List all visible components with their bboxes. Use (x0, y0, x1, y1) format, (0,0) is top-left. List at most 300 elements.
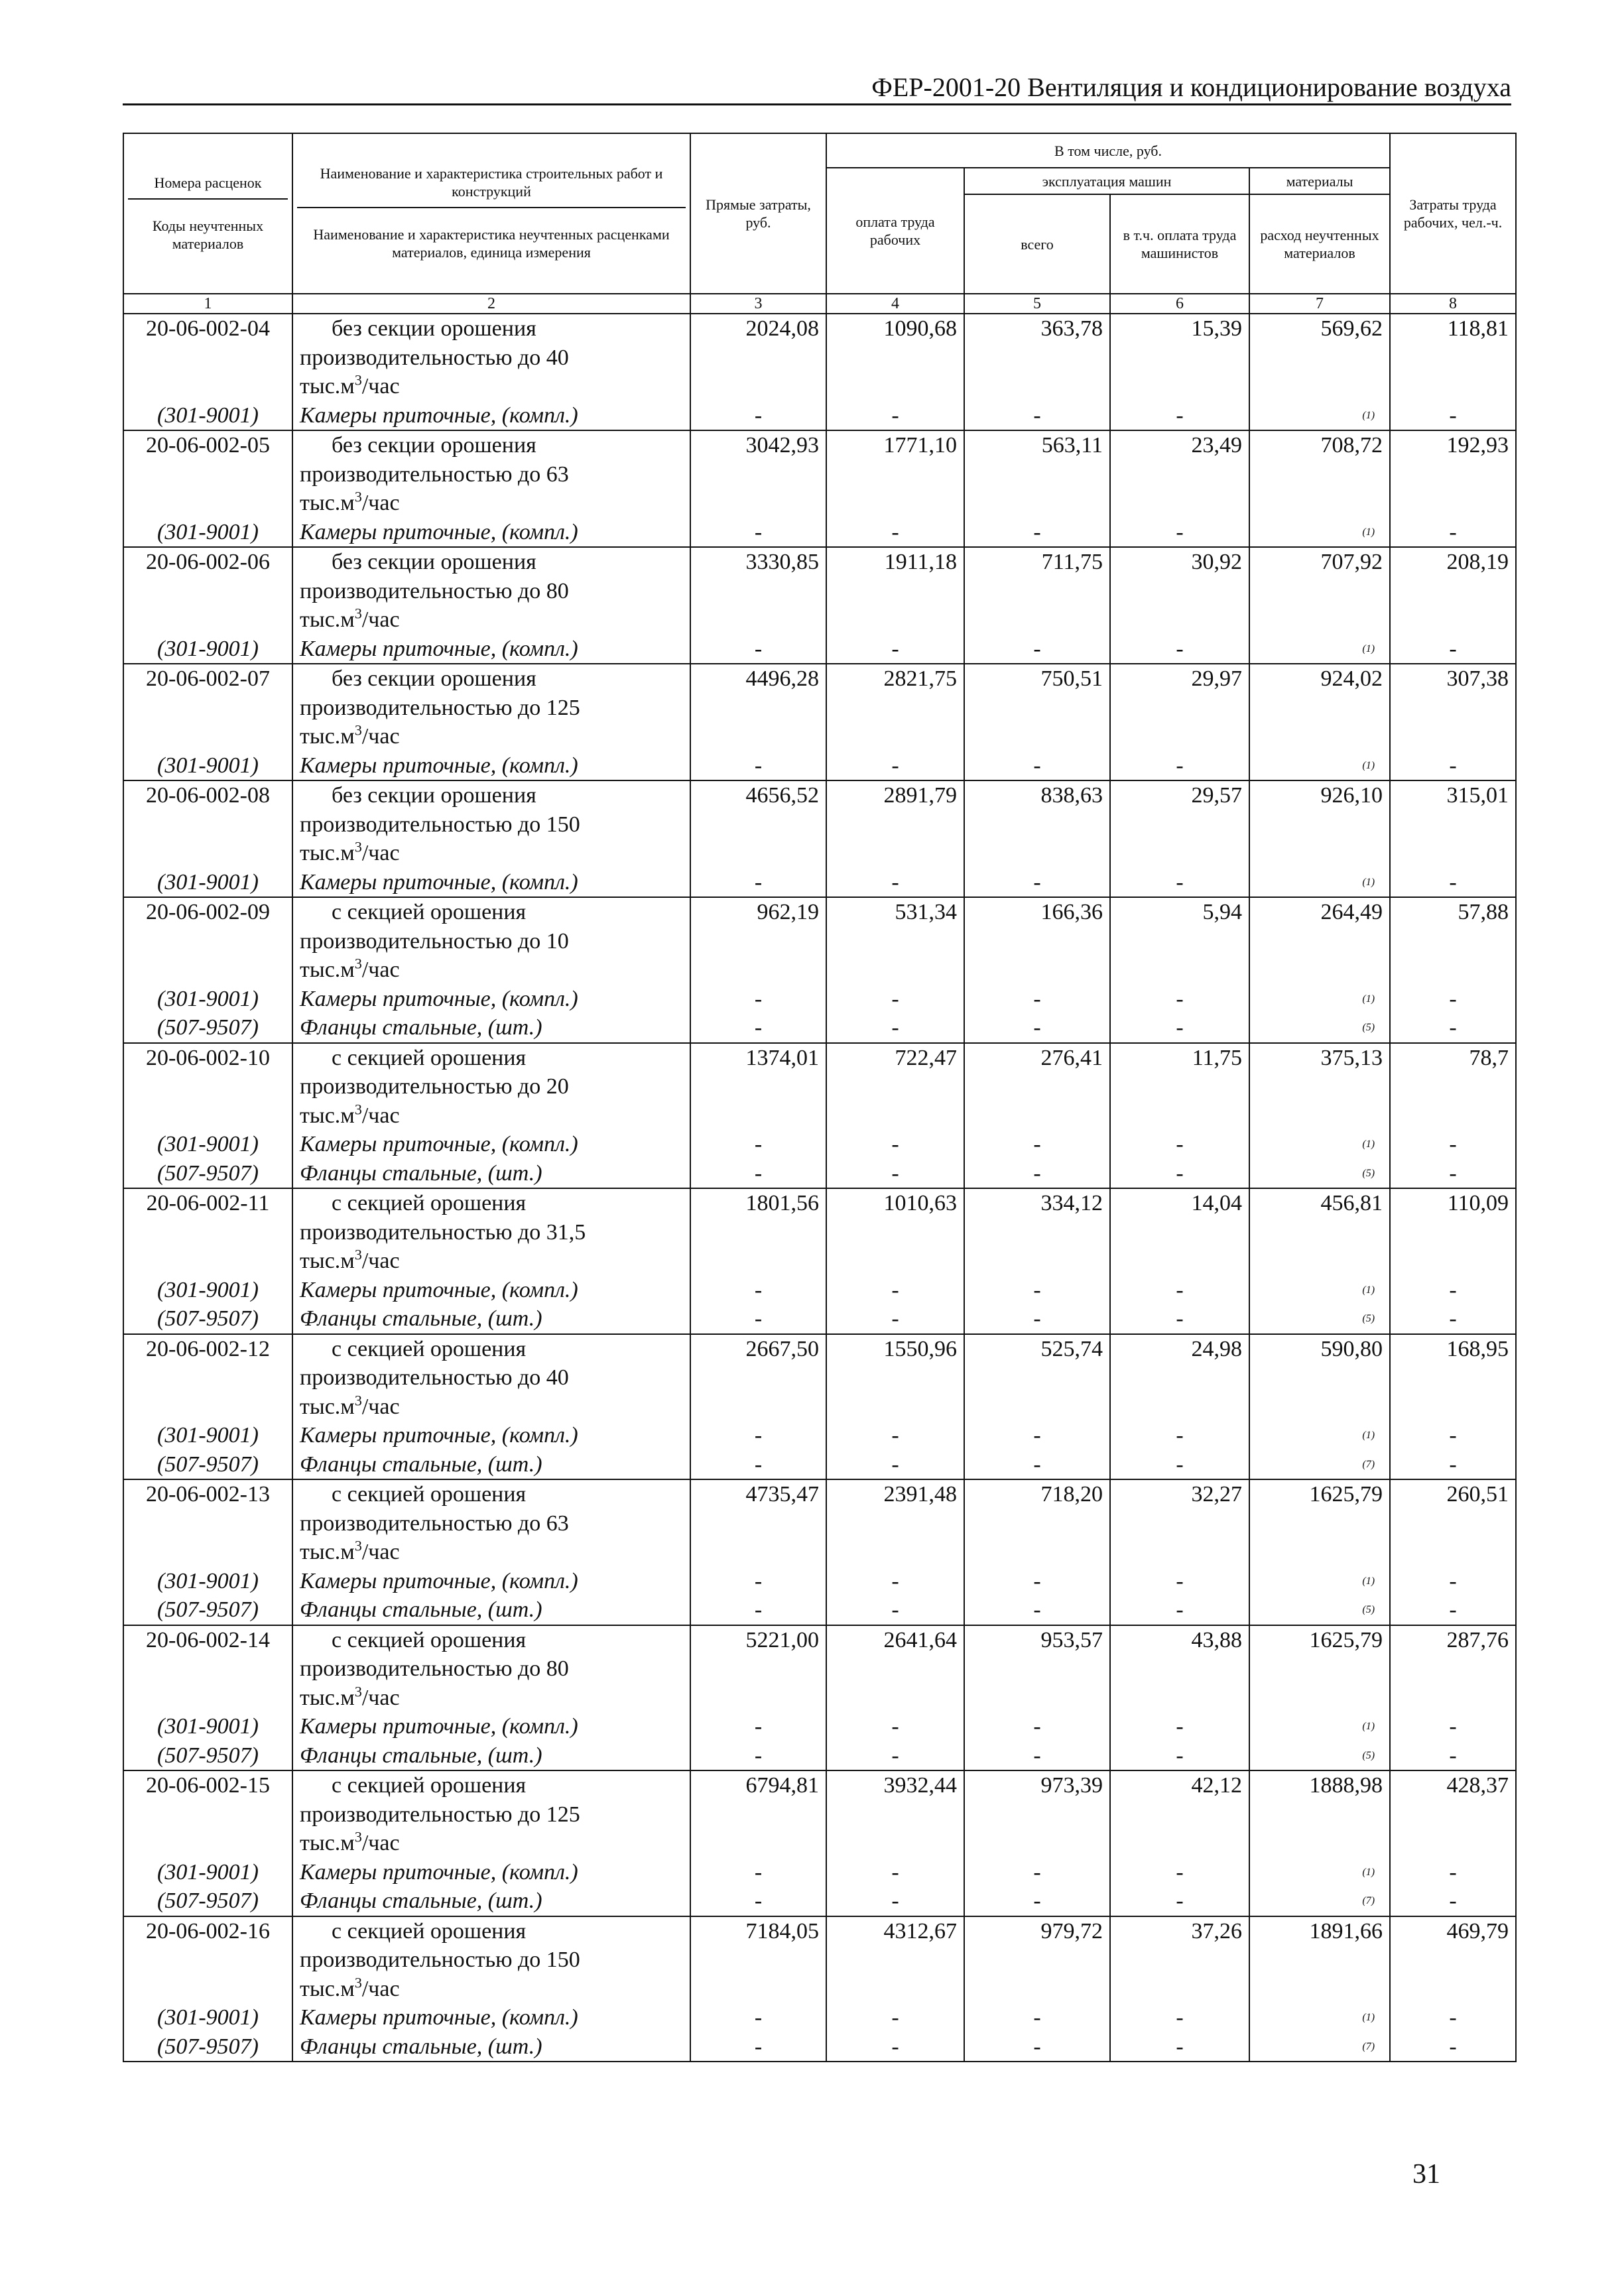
material-name: Камеры приточные, (компл.) (292, 2003, 690, 2032)
material-row (123, 1159, 1516, 1189)
labor-hours: 469,79 (1390, 1916, 1516, 2004)
labor-hours: 315,01 (1390, 780, 1516, 868)
material-code: (507-9507) (123, 1887, 292, 1916)
rate-name-line: без секции орошения (332, 316, 536, 341)
col-number: 3 (690, 294, 826, 314)
material-name: Камеры приточные, (компл.) (292, 1858, 690, 1887)
rate-code: 20-06-002-09 (123, 897, 292, 985)
dash-cell: - (1110, 401, 1249, 431)
rate-name-line: производительностью до 125 (300, 695, 580, 720)
machine-cost: 334,12 (964, 1188, 1110, 1276)
col-number: 6 (1110, 294, 1249, 314)
dash-cell: - (826, 1276, 964, 1305)
rate-name-line: производительностью до 125 (300, 1802, 580, 1827)
dash-cell: - (964, 1595, 1110, 1625)
rate-unit-tail: /час (361, 958, 400, 982)
material-row (123, 401, 1516, 431)
material-quantity: (5) (1249, 1013, 1390, 1043)
dash-cell: - (690, 1887, 826, 1916)
direct-cost: 962,19 (690, 897, 826, 985)
dash-cell: - (1110, 2032, 1249, 2062)
rate-unit-tail: /час (361, 374, 400, 399)
material-name: Камеры приточные, (компл.) (292, 985, 690, 1014)
dash-cell: - (826, 1712, 964, 1741)
material-quantity: (1) (1249, 1276, 1390, 1305)
dash-cell: - (1390, 1130, 1516, 1159)
rate-unit: тыс.м (300, 841, 355, 865)
material-code: (301-9001) (123, 1130, 292, 1159)
machine-cost: 718,20 (964, 1479, 1110, 1567)
rate-name-line: производительностью до 40 (300, 345, 569, 370)
material-name: Камеры приточные, (компл.) (292, 1712, 690, 1741)
rate-name (292, 664, 690, 751)
material-row (123, 518, 1516, 548)
rate-entry (123, 1334, 1516, 1480)
material-code: (301-9001) (123, 1858, 292, 1887)
material-name: Камеры приточные, (компл.) (292, 518, 690, 548)
labor-cost: 1771,10 (826, 430, 964, 518)
dash-cell: - (690, 985, 826, 1014)
labor-hours: 168,95 (1390, 1334, 1516, 1422)
material-code: (301-9001) (123, 518, 292, 548)
col-work-name-label: Наименование и характеристика строительных работ и конструкций (297, 159, 686, 208)
dash-cell: - (1390, 1421, 1516, 1450)
material-name: Фланцы стальные, (шт.) (292, 1450, 690, 1480)
labor-cost: 4312,67 (826, 1916, 964, 2004)
material-quantity: (1) (1249, 868, 1390, 898)
rate-code: 20-06-002-11 (123, 1188, 292, 1276)
rate-unit: тыс.м (300, 1103, 355, 1128)
labor-cost: 2391,48 (826, 1479, 964, 1567)
col-number: 5 (964, 294, 1110, 314)
dash-cell: - (690, 1304, 826, 1334)
rate-unit: тыс.м (300, 1394, 355, 1419)
machine-cost: 973,39 (964, 1770, 1110, 1858)
labor-hours: 208,19 (1390, 547, 1516, 635)
material-quantity: (1) (1249, 635, 1390, 664)
machine-labor-cost: 29,97 (1110, 664, 1249, 751)
material-code: (301-9001) (123, 401, 292, 431)
direct-cost: 5221,00 (690, 1625, 826, 1713)
labor-cost: 1090,68 (826, 314, 964, 401)
materials-cost: 1625,79 (1249, 1479, 1390, 1567)
rate-unit-tail: /час (361, 841, 400, 865)
rate-unit: тыс.м (300, 1249, 355, 1273)
rate-name (292, 1479, 690, 1567)
dash-cell: - (1390, 2032, 1516, 2062)
column-numbers-row (123, 294, 1516, 314)
direct-cost: 2667,50 (690, 1334, 826, 1422)
unit-exponent: 3 (354, 721, 362, 739)
dash-cell: - (964, 1159, 1110, 1189)
rate-name-line: производительностью до 80 (300, 1656, 569, 1681)
material-quantity: (1) (1249, 1858, 1390, 1887)
rate-row (123, 1334, 1516, 1422)
rate-row (123, 1479, 1516, 1567)
material-quantity: (1) (1249, 2003, 1390, 2032)
material-row (123, 751, 1516, 781)
rate-name-line: с секцией орошения (332, 1627, 527, 1652)
col-number: 7 (1249, 294, 1390, 314)
rate-name-line: с секцией орошения (332, 1482, 527, 1507)
dash-cell: - (1390, 1712, 1516, 1741)
dash-cell: - (1390, 751, 1516, 781)
materials-cost: 590,80 (1249, 1334, 1390, 1422)
rate-row (123, 1770, 1516, 1858)
dash-cell: - (1110, 1858, 1249, 1887)
rate-unit-tail: /час (361, 724, 400, 749)
rate-unit: тыс.м (300, 1831, 355, 1855)
rate-name-line: с секцией орошения (332, 1336, 527, 1361)
rate-unit: тыс.м (300, 1685, 355, 1710)
unit-exponent: 3 (354, 1537, 362, 1554)
rate-code: 20-06-002-16 (123, 1916, 292, 2004)
direct-cost: 3042,93 (690, 430, 826, 518)
dash-cell: - (690, 518, 826, 548)
direct-cost: 6794,81 (690, 1770, 826, 1858)
material-row (123, 1013, 1516, 1043)
rate-name-line: производительностью до 31,5 (300, 1219, 586, 1245)
material-quantity: (7) (1249, 1887, 1390, 1916)
dash-cell: - (690, 1595, 826, 1625)
rate-row (123, 1188, 1516, 1276)
col-rate-numbers-label: Номера расценок (128, 168, 288, 200)
material-row (123, 1450, 1516, 1480)
material-code: (507-9507) (123, 1159, 292, 1189)
rate-code: 20-06-002-08 (123, 780, 292, 868)
dash-cell: - (690, 2032, 826, 2062)
materials-header: материалы (1249, 168, 1390, 194)
dash-cell: - (690, 401, 826, 431)
rate-entry (123, 314, 1516, 430)
dash-cell: - (826, 1887, 964, 1916)
rate-unit-tail: /час (361, 1103, 400, 1128)
labor-cost: 531,34 (826, 897, 964, 985)
machine-labor-cost: 42,12 (1110, 1770, 1249, 1858)
material-quantity: (5) (1249, 1304, 1390, 1334)
rate-entry (123, 664, 1516, 780)
material-quantity: (5) (1249, 1159, 1390, 1189)
dash-cell: - (1110, 1887, 1249, 1916)
unit-exponent: 3 (354, 488, 362, 505)
col-name-header (292, 133, 690, 294)
rate-name-line: без секции орошения (332, 783, 536, 808)
material-name: Камеры приточные, (компл.) (292, 1276, 690, 1305)
material-name: Камеры приточные, (компл.) (292, 1567, 690, 1596)
material-row (123, 1595, 1516, 1625)
machine-cost: 953,57 (964, 1625, 1110, 1713)
material-name: Фланцы стальные, (шт.) (292, 1741, 690, 1771)
dash-cell: - (964, 518, 1110, 548)
rate-entry (123, 1479, 1516, 1625)
dash-cell: - (1110, 1712, 1249, 1741)
dash-cell: - (826, 868, 964, 898)
dash-cell: - (826, 635, 964, 664)
rate-name (292, 1625, 690, 1713)
machine-cost: 838,63 (964, 780, 1110, 868)
rate-code: 20-06-002-15 (123, 1770, 292, 1858)
material-row (123, 1858, 1516, 1887)
dash-cell: - (1390, 1858, 1516, 1887)
rate-row (123, 314, 1516, 401)
rate-row (123, 1625, 1516, 1713)
labor-hours: 118,81 (1390, 314, 1516, 401)
dash-cell: - (964, 1858, 1110, 1887)
rate-entry (123, 547, 1516, 664)
labor-hours: 192,93 (1390, 430, 1516, 518)
rate-name-line: производительностью до 40 (300, 1365, 569, 1390)
material-row (123, 1130, 1516, 1159)
rate-code: 20-06-002-04 (123, 314, 292, 401)
col-mach-labor-header: в т.ч. оплата труда машинистов (1110, 194, 1249, 294)
dash-cell: - (1110, 1276, 1249, 1305)
dash-cell: - (690, 1450, 826, 1480)
col-hours-header: Затраты труда рабочих, чел.-ч. (1390, 133, 1516, 294)
labor-hours: 78,7 (1390, 1043, 1516, 1131)
material-quantity: (1) (1249, 985, 1390, 1014)
dash-cell: - (826, 1450, 964, 1480)
dash-cell: - (1110, 751, 1249, 781)
dash-cell: - (1390, 1450, 1516, 1480)
material-quantity: (7) (1249, 2032, 1390, 2062)
dash-cell: - (1390, 985, 1516, 1014)
rate-code: 20-06-002-14 (123, 1625, 292, 1713)
unit-exponent: 3 (354, 1101, 362, 1118)
material-row (123, 635, 1516, 664)
dash-cell: - (964, 751, 1110, 781)
dash-cell: - (1390, 1013, 1516, 1043)
dash-cell: - (1390, 1567, 1516, 1596)
rate-name-line: с секцией орошения (332, 1773, 527, 1798)
labor-cost: 1550,96 (826, 1334, 964, 1422)
dash-cell: - (826, 1567, 964, 1596)
rate-name-line: с секцией орошения (332, 1191, 527, 1215)
rate-unit: тыс.м (300, 958, 355, 982)
col-codes-header (123, 133, 292, 294)
col-material-codes-label: Коды неучтенных материалов (152, 217, 264, 252)
dash-cell: - (826, 751, 964, 781)
material-name: Фланцы стальные, (шт.) (292, 1013, 690, 1043)
dash-cell: - (1110, 518, 1249, 548)
material-quantity: (1) (1249, 401, 1390, 431)
labor-hours: 260,51 (1390, 1479, 1516, 1567)
material-name: Камеры приточные, (компл.) (292, 401, 690, 431)
machine-labor-cost: 5,94 (1110, 897, 1249, 985)
col-direct-header: Прямые затраты, руб. (690, 133, 826, 294)
dash-cell: - (964, 1130, 1110, 1159)
rate-name-line: производительностью до 20 (300, 1074, 569, 1099)
rate-entry (123, 897, 1516, 1043)
dash-cell: - (964, 1304, 1110, 1334)
direct-cost: 2024,08 (690, 314, 826, 401)
dash-cell: - (964, 1567, 1110, 1596)
rate-code: 20-06-002-07 (123, 664, 292, 751)
machine-cost: 363,78 (964, 314, 1110, 401)
rate-row (123, 664, 1516, 751)
material-name: Камеры приточные, (компл.) (292, 751, 690, 781)
dash-cell: - (1110, 635, 1249, 664)
rate-row (123, 897, 1516, 985)
machine-labor-cost: 14,04 (1110, 1188, 1249, 1276)
rate-code: 20-06-002-13 (123, 1479, 292, 1567)
dash-cell: - (1390, 1276, 1516, 1305)
dash-cell: - (1390, 518, 1516, 548)
material-code: (507-9507) (123, 1595, 292, 1625)
material-quantity: (5) (1249, 1741, 1390, 1771)
rate-unit: тыс.м (300, 491, 355, 515)
rate-unit-tail: /час (361, 491, 400, 515)
materials-cost: 924,02 (1249, 664, 1390, 751)
rate-name (292, 780, 690, 868)
page-number: 31 (1412, 2159, 1440, 2190)
machine-cost: 750,51 (964, 664, 1110, 751)
rate-name-line: без секции орошения (332, 666, 536, 691)
dash-cell: - (1390, 401, 1516, 431)
material-quantity: (5) (1249, 1595, 1390, 1625)
rate-entry (123, 1770, 1516, 1916)
col-number: 4 (826, 294, 964, 314)
material-row (123, 2032, 1516, 2062)
materials-cost: 1891,66 (1249, 1916, 1390, 2004)
material-row (123, 1567, 1516, 1596)
rate-code: 20-06-002-06 (123, 547, 292, 635)
dash-cell: - (1390, 635, 1516, 664)
material-code: (507-9507) (123, 1450, 292, 1480)
material-code: (507-9507) (123, 1741, 292, 1771)
rate-name-line: с секцией орошения (332, 1918, 527, 1944)
machines-header: эксплуатация машин (964, 168, 1249, 194)
material-quantity: (1) (1249, 1421, 1390, 1450)
dash-cell: - (1110, 1304, 1249, 1334)
unit-exponent: 3 (354, 1683, 362, 1700)
unit-exponent: 3 (354, 1828, 362, 1845)
materials-cost: 708,72 (1249, 430, 1390, 518)
rate-code: 20-06-002-10 (123, 1043, 292, 1131)
materials-cost: 264,49 (1249, 897, 1390, 985)
unit-exponent: 3 (354, 371, 362, 389)
dash-cell: - (1390, 2003, 1516, 2032)
dash-cell: - (826, 1595, 964, 1625)
dash-cell: - (1390, 1159, 1516, 1189)
material-row (123, 1712, 1516, 1741)
machine-cost: 563,11 (964, 430, 1110, 518)
rate-name (292, 430, 690, 518)
materials-cost: 926,10 (1249, 780, 1390, 868)
dash-cell: - (1110, 1450, 1249, 1480)
rate-name (292, 314, 690, 401)
dash-cell: - (1110, 1159, 1249, 1189)
dash-cell: - (690, 1712, 826, 1741)
labor-hours: 287,76 (1390, 1625, 1516, 1713)
dash-cell: - (826, 518, 964, 548)
machine-cost: 276,41 (964, 1043, 1110, 1131)
material-name: Камеры приточные, (компл.) (292, 1421, 690, 1450)
material-row (123, 1741, 1516, 1771)
material-row (123, 1304, 1516, 1334)
rate-name-line: без секции орошения (332, 433, 536, 458)
materials-cost: 456,81 (1249, 1188, 1390, 1276)
dash-cell: - (690, 2003, 826, 2032)
rate-name (292, 1334, 690, 1422)
material-code: (507-9507) (123, 1013, 292, 1043)
labor-cost: 1010,63 (826, 1188, 964, 1276)
rate-name-line: производительностью до 150 (300, 812, 580, 837)
rate-name (292, 1188, 690, 1276)
material-code: (301-9001) (123, 1276, 292, 1305)
labor-cost: 2891,79 (826, 780, 964, 868)
dash-cell: - (690, 1013, 826, 1043)
material-name: Фланцы стальные, (шт.) (292, 2032, 690, 2062)
rate-unit-tail: /час (361, 607, 400, 632)
material-code: (507-9507) (123, 2032, 292, 2062)
dash-cell: - (964, 401, 1110, 431)
dash-cell: - (964, 635, 1110, 664)
dash-cell: - (690, 1159, 826, 1189)
rate-unit: тыс.м (300, 607, 355, 632)
rate-name (292, 1770, 690, 1858)
rate-name (292, 897, 690, 985)
dash-cell: - (1110, 1741, 1249, 1771)
labor-hours: 110,09 (1390, 1188, 1516, 1276)
rate-unit: тыс.м (300, 1540, 355, 1564)
dash-cell: - (826, 1304, 964, 1334)
labor-cost: 3932,44 (826, 1770, 964, 1858)
material-row (123, 1887, 1516, 1916)
unit-exponent: 3 (354, 1246, 362, 1263)
material-quantity: (1) (1249, 1567, 1390, 1596)
rate-name-line: производительностью до 63 (300, 1511, 569, 1536)
material-code: (301-9001) (123, 1712, 292, 1741)
group-header: В том числе, руб. (826, 133, 1390, 168)
material-code: (301-9001) (123, 1421, 292, 1450)
col-number: 8 (1390, 294, 1516, 314)
material-name: Камеры приточные, (компл.) (292, 868, 690, 898)
rate-entry (123, 780, 1516, 897)
dash-cell: - (964, 2032, 1110, 2062)
rate-unit: тыс.м (300, 1976, 355, 2001)
dash-cell: - (1110, 985, 1249, 1014)
machine-cost: 711,75 (964, 547, 1110, 635)
material-quantity: (7) (1249, 1450, 1390, 1480)
unit-exponent: 3 (354, 838, 362, 855)
dash-cell: - (690, 751, 826, 781)
rate-entry (123, 430, 1516, 547)
dash-cell: - (964, 1741, 1110, 1771)
direct-cost: 3330,85 (690, 547, 826, 635)
rate-name (292, 1916, 690, 2004)
machine-labor-cost: 24,98 (1110, 1334, 1249, 1422)
rate-row (123, 1916, 1516, 2004)
dash-cell: - (1110, 868, 1249, 898)
dash-cell: - (690, 1741, 826, 1771)
labor-hours: 307,38 (1390, 664, 1516, 751)
dash-cell: - (826, 1130, 964, 1159)
rate-name-line: производительностью до 63 (300, 462, 569, 487)
rate-unit-tail: /час (361, 1831, 400, 1855)
machine-labor-cost: 11,75 (1110, 1043, 1249, 1131)
rate-row (123, 547, 1516, 635)
rate-unit-tail: /час (361, 1976, 400, 2001)
material-name: Камеры приточные, (компл.) (292, 635, 690, 664)
direct-cost: 1374,01 (690, 1043, 826, 1131)
rate-row (123, 430, 1516, 518)
material-code: (507-9507) (123, 1304, 292, 1334)
material-name: Камеры приточные, (компл.) (292, 1130, 690, 1159)
rate-code: 20-06-002-05 (123, 430, 292, 518)
material-row (123, 1276, 1516, 1305)
dash-cell: - (826, 2003, 964, 2032)
labor-cost: 2821,75 (826, 664, 964, 751)
